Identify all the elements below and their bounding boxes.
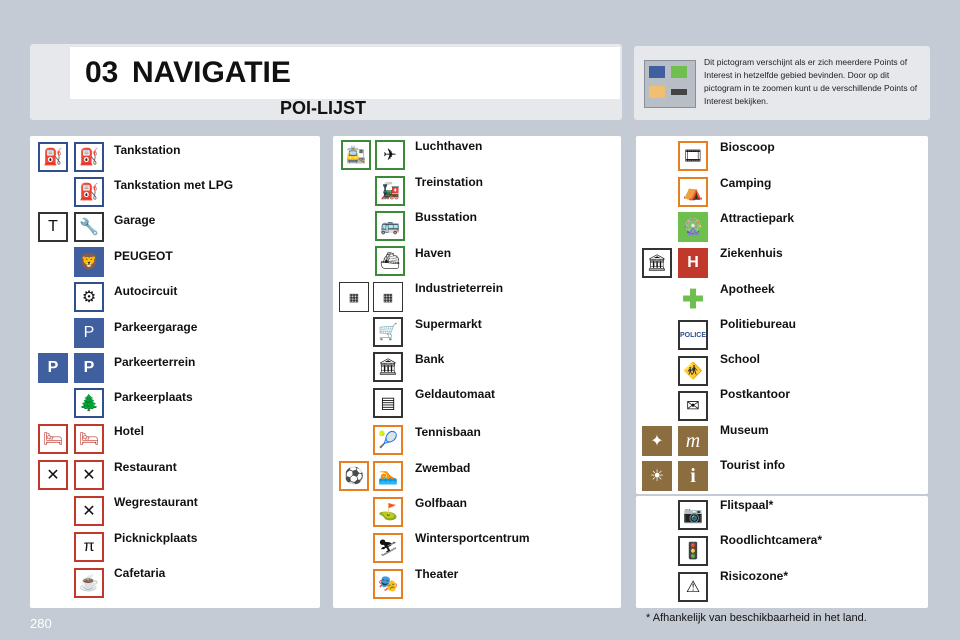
footnote: * Afhankelijk van beschikbaarheid in het land. (646, 612, 867, 624)
parking-garage-icon: P (74, 318, 104, 348)
museum-icon: m (678, 426, 708, 456)
skier-icon: ⛷ (373, 533, 403, 563)
poi-label: Golfbaan (415, 496, 468, 510)
pharmacy-cross-icon: ✚ (678, 284, 708, 314)
fuel-icon: ⛽ (74, 142, 104, 172)
bed-icon: 🛏 (38, 424, 68, 454)
peugeot-lion-icon: 🦁 (74, 247, 104, 277)
racetrack-icon: ⚙ (74, 282, 104, 312)
tennis-icon: 🎾 (373, 425, 403, 455)
poi-label: School (720, 352, 761, 366)
tent-icon: ⛺ (678, 177, 708, 207)
road-restaurant-icon: ✕ (74, 496, 104, 526)
train-bus-icon: 🚉 (341, 140, 371, 170)
info-text: Dit pictogram verschijnt als er zich meerdere Points of Interest in hetzelfde gebied bevinden. Door op dit pictogram in te zoomen kunt u de verschillende Points of Interest bekijken. (704, 57, 918, 106)
bus-icon: 🚌 (375, 211, 405, 241)
bank-icon: 🏛 (373, 352, 403, 382)
poi-label: Apotheek (720, 282, 775, 296)
swimmer-icon: 🏊 (373, 461, 403, 491)
film-icon: 🎞 (678, 141, 708, 171)
lpg-fuel-icon: ⛽ (74, 177, 104, 207)
parking-area-icon: 🌲 (74, 388, 104, 418)
speed-camera-icon: 📷 (678, 500, 708, 530)
poi-label: Politiebureau (720, 317, 797, 331)
fuel-icon: ⛽ (38, 142, 68, 172)
parking-icon: P (74, 353, 104, 383)
poi-panel-2 (333, 136, 621, 608)
envelope-icon: ✉ (678, 391, 708, 421)
train-icon: 🚂 (375, 176, 405, 206)
poi-label: Tourist info (720, 458, 786, 472)
poi-label: Tankstation met LPG (114, 178, 234, 192)
poi-label: Treinstation (415, 175, 484, 189)
police-icon: POLICE (678, 320, 708, 350)
bed-icon: 🛏 (74, 424, 104, 454)
picnic-table-icon: π (74, 532, 104, 562)
poi-label: Bioscoop (720, 140, 775, 154)
sun-icon: ☀ (642, 461, 672, 491)
page-number: 280 (30, 616, 52, 631)
poi-label: Geldautomaat (415, 387, 496, 401)
red-light-camera-icon: 🚦 (678, 536, 708, 566)
school-children-icon: 🚸 (678, 356, 708, 386)
cutlery-icon: ✕ (74, 460, 104, 490)
poi-label: Restaurant (114, 460, 177, 474)
poi-label: Parkeergarage (114, 320, 198, 334)
poi-label: Picknickplaats (114, 531, 198, 545)
poi-label: Attractiepark (720, 211, 795, 225)
poi-label: Wegrestaurant (114, 495, 198, 509)
wrench-icon: T (38, 212, 68, 242)
poi-label: Theater (415, 567, 459, 581)
poi-label: Industrieterrein (415, 281, 504, 295)
chapter-number: 03 (85, 56, 119, 89)
poi-label: Supermarkt (415, 317, 482, 331)
cutlery-icon: ✕ (38, 460, 68, 490)
factory-icon: ▦ (339, 282, 369, 312)
compass-icon: ✦ (642, 426, 672, 456)
poi-label: Parkeerterrein (114, 355, 196, 369)
hospital-icon: H (678, 248, 708, 278)
poi-label: Cafetaria (114, 566, 166, 580)
poi-label: Haven (415, 246, 452, 260)
poi-label: Garage (114, 213, 156, 227)
poi-panel-1 (30, 136, 320, 608)
poi-label: Museum (720, 423, 769, 437)
poi-label: Flitspaal* (720, 498, 774, 512)
sports-icon: ⚽ (339, 461, 369, 491)
poi-label: Luchthaven (415, 139, 483, 153)
atm-icon: ▤ (373, 388, 403, 418)
poi-label: Postkantoor (720, 387, 791, 401)
airplane-icon: ✈ (375, 140, 405, 170)
info-box (634, 46, 930, 120)
poi-label: Parkeerplaats (114, 390, 193, 404)
theater-icon: 🎭 (373, 569, 403, 599)
poi-label: Autocircuit (114, 284, 178, 298)
section-subtitle: POI-LIJST (280, 98, 367, 118)
multiple-poi-icon (644, 60, 696, 108)
poi-label: Roodlichtcamera* (720, 533, 823, 547)
info-icon: i (678, 461, 708, 491)
poi-label: Zwembad (415, 461, 471, 475)
poi-label: Tennisbaan (415, 425, 481, 439)
poi-label: Tankstation (114, 143, 181, 157)
factory-icon: ▦ (373, 282, 403, 312)
poi-label: Ziekenhuis (720, 246, 783, 260)
golf-icon: ⛳ (373, 497, 403, 527)
poi-label: Bank (415, 352, 445, 366)
poi-label: Camping (720, 176, 772, 190)
public-building-icon: 🏛 (642, 248, 672, 278)
poi-panel-3 (636, 136, 928, 494)
amusement-park-icon: 🎡 (678, 212, 708, 242)
shopping-cart-icon: 🛒 (373, 317, 403, 347)
wrench-icon: 🔧 (74, 212, 104, 242)
poi-label: Risicozone* (720, 569, 789, 583)
poi-label: Busstation (415, 210, 478, 224)
poi-label: Wintersportcentrum (415, 531, 530, 545)
parking-icon: P (38, 353, 68, 383)
poi-panel-4 (636, 496, 928, 608)
poi-label: PEUGEOT (114, 249, 173, 263)
coffee-cup-icon: ☕ (74, 568, 104, 598)
ship-icon: ⛴ (375, 246, 405, 276)
warning-triangle-icon: ⚠ (678, 572, 708, 602)
poi-label: Hotel (114, 424, 144, 438)
page-title: NAVIGATIE (132, 56, 291, 89)
